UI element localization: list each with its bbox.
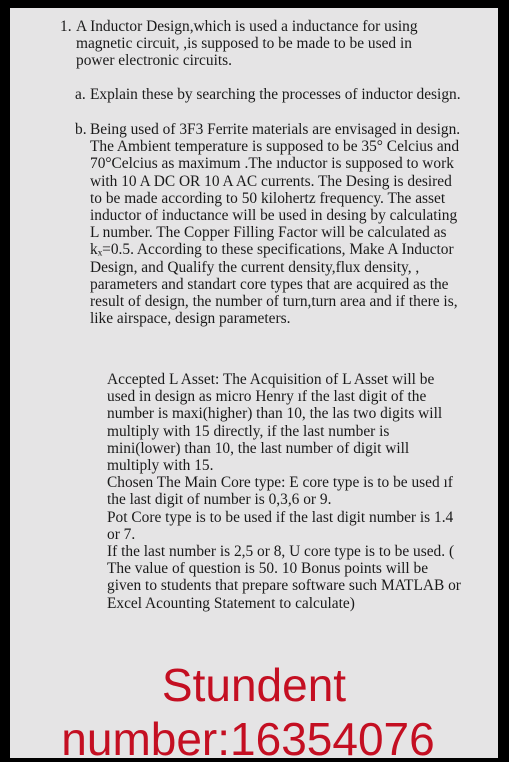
notes-block [107, 371, 465, 612]
student-number: number:16354076 [61, 713, 435, 758]
sub-question-b [75, 121, 462, 328]
sub-question-a-text: Explain these by searching the processes of inductor design. [90, 86, 461, 103]
question-intro [60, 18, 446, 70]
sub-question-a-label: a. [75, 86, 86, 103]
note-main-core-type: Chosen The Main Core type: E core type is to be used ıf the last digit of number is 0,3,6 or 9. [107, 474, 453, 509]
question-number: 1. [60, 18, 72, 35]
note-accepted-l-asset: Accepted L Asset: The Acquisition of L Asset will be used in design as micro Henry ıf the last digit of the number is maxi(higher) than 10, the las two digits will multiply with 15 directly, if the last number is mini(lower) than 10, the last number of digit will multiply with 15. [107, 371, 443, 475]
sub-question-b-label: b. [75, 121, 87, 138]
note-u-core-type: If the last number is 2,5 or 8, U core type is to be used. ( The value of question is 50. 10 Bonus points will be given to students that prepare software such MATLAB or Excel Acounting Statement to calculate) [107, 543, 461, 612]
note-pot-core-type: Pot Core type is to be used if the last digit number is 1.4 or 7. [107, 508, 454, 543]
document-page [10, 8, 498, 758]
student-label: Stundent [161, 659, 347, 711]
question-intro-text: A Inductor Design,which is used a inductance for using magnetic circuit, ,is supposed to be made to be used in power electronic circuits. [76, 18, 418, 70]
sub-question-a [75, 86, 462, 103]
sub-question-b-text: Being used of 3F3 Ferrite materials are envisaged in design. The Ambient temperature is supposed to be 35° Celcius and 70°Celcius as maximum .The ınductor is supposed to work with 10 A DC OR 10 A AC currents. The Desing is desired to be made according to 50 kilohertz frequency. The asset inductor of inductance will be used in desing by calculating L number. The Copper Filling Factor will be calculated as kₓ=0.5. According to these specifications, Make A Inductor Design, and Qualify the current density,flux density, , parameters and standart core types that are acquired as the result of design, the number of turn,turn area and if there is, like airspace, design parameters. [90, 121, 461, 328]
